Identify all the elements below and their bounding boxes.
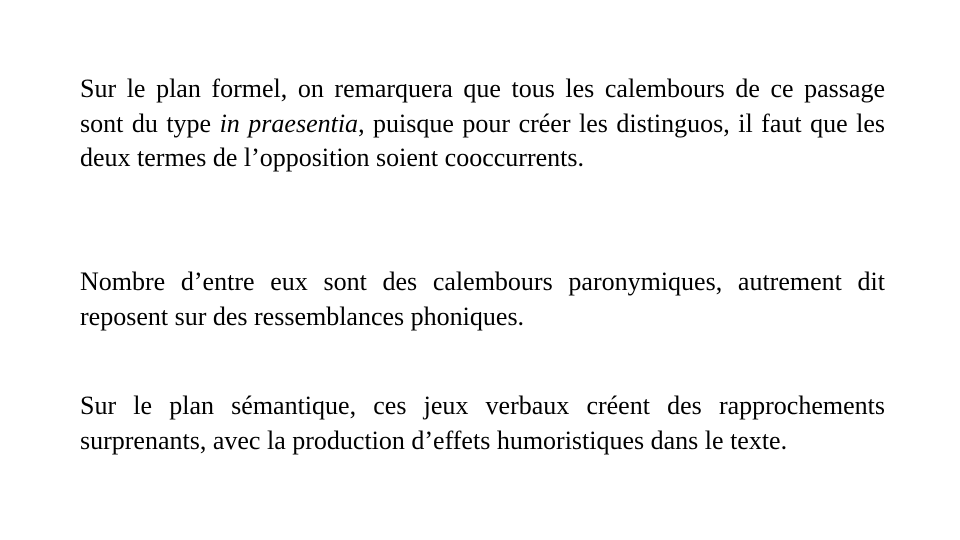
paragraph-paronymic-puns: Nombre d’entre eux sont des calembours paronymiques, autrement dit reposent sur des ressemblances phoniques. xyxy=(80,267,885,331)
paragraph-formal-plan xyxy=(80,72,885,176)
paragraph-1-text-start: Sur le plan formel, on remarquera que tous les calembours de ce passage sont du type xyxy=(80,74,885,138)
paragraph-semantic-plan: Sur le plan sémantique, ces jeux verbaux créent des rapprochements surprenants, avec la production d’effets humoristiques dans le texte. xyxy=(80,391,885,455)
paragraph-1-italic-term: in praesentia xyxy=(219,108,359,138)
paragraph-1-text-end: , puisque pour créer les distinguos, il faut que les deux termes de l’opposition soient cooccurrents. xyxy=(80,108,886,172)
